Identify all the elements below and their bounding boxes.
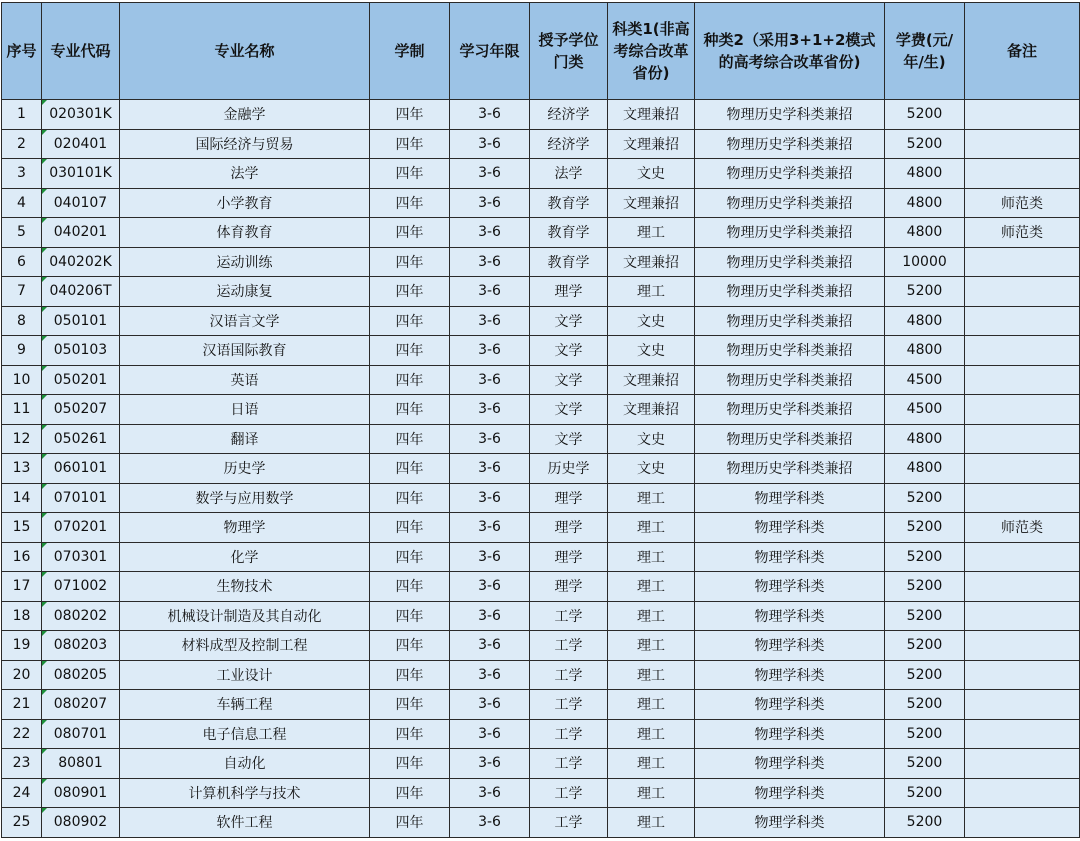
cell-years: 3-6 [450, 719, 530, 749]
cell-index: 25 [2, 808, 42, 838]
cell-category2: 物理学科类 [695, 542, 885, 572]
cell-system: 四年 [370, 336, 450, 366]
cell-index: 6 [2, 247, 42, 277]
table-row [2, 660, 1080, 690]
cell-category2: 物理学科类 [695, 690, 885, 720]
cell-remark [965, 631, 1080, 661]
cell-category2: 物理历史学科类兼招 [695, 218, 885, 248]
cell-category1: 文理兼招 [608, 100, 695, 130]
cell-category2: 物理历史学科类兼招 [695, 336, 885, 366]
cell-index: 2 [2, 129, 42, 159]
cell-index: 14 [2, 483, 42, 513]
cell-degree: 工学 [530, 719, 608, 749]
table-row [2, 129, 1080, 159]
cell-index: 12 [2, 424, 42, 454]
cell-years: 3-6 [450, 247, 530, 277]
table-row [2, 306, 1080, 336]
cell-index: 21 [2, 690, 42, 720]
cell-code: 080701 [42, 719, 120, 749]
cell-code: 050261 [42, 424, 120, 454]
cell-tuition: 5200 [885, 483, 965, 513]
cell-category1: 理工 [608, 719, 695, 749]
cell-remark: 师范类 [965, 513, 1080, 543]
cell-code: 080207 [42, 690, 120, 720]
cell-remark [965, 690, 1080, 720]
cell-degree: 教育学 [530, 247, 608, 277]
cell-degree: 文学 [530, 336, 608, 366]
majors-table [1, 2, 1080, 838]
cell-category2: 物理历史学科类兼招 [695, 365, 885, 395]
cell-name: 电子信息工程 [120, 719, 370, 749]
header-cell-system: 学制 [370, 3, 450, 100]
cell-years: 3-6 [450, 690, 530, 720]
cell-category1: 理工 [608, 660, 695, 690]
cell-index: 18 [2, 601, 42, 631]
cell-category2: 物理学科类 [695, 513, 885, 543]
cell-system: 四年 [370, 483, 450, 513]
cell-code: 040107 [42, 188, 120, 218]
cell-degree: 法学 [530, 159, 608, 189]
cell-tuition: 4500 [885, 365, 965, 395]
cell-degree: 工学 [530, 808, 608, 838]
header-cell-name: 专业名称 [120, 3, 370, 100]
cell-system: 四年 [370, 306, 450, 336]
cell-years: 3-6 [450, 483, 530, 513]
cell-category2: 物理历史学科类兼招 [695, 395, 885, 425]
table-row [2, 749, 1080, 779]
cell-category1: 文理兼招 [608, 395, 695, 425]
cell-remark [965, 542, 1080, 572]
cell-system: 四年 [370, 277, 450, 307]
cell-code: 050201 [42, 365, 120, 395]
cell-years: 3-6 [450, 306, 530, 336]
cell-years: 3-6 [450, 660, 530, 690]
cell-degree: 工学 [530, 749, 608, 779]
cell-code: 071002 [42, 572, 120, 602]
table-row [2, 188, 1080, 218]
cell-category1: 文理兼招 [608, 365, 695, 395]
cell-tuition: 4800 [885, 188, 965, 218]
cell-tuition: 5200 [885, 808, 965, 838]
cell-remark [965, 159, 1080, 189]
cell-system: 四年 [370, 129, 450, 159]
cell-remark [965, 336, 1080, 366]
cell-tuition: 5200 [885, 129, 965, 159]
cell-degree: 历史学 [530, 454, 608, 484]
cell-index: 20 [2, 660, 42, 690]
cell-years: 3-6 [450, 542, 530, 572]
cell-code: 080203 [42, 631, 120, 661]
cell-index: 22 [2, 719, 42, 749]
table-row [2, 395, 1080, 425]
cell-name: 软件工程 [120, 808, 370, 838]
cell-category2: 物理历史学科类兼招 [695, 424, 885, 454]
cell-category1: 理工 [608, 778, 695, 808]
cell-category1: 文史 [608, 336, 695, 366]
cell-name: 日语 [120, 395, 370, 425]
cell-category1: 理工 [608, 483, 695, 513]
table-row [2, 483, 1080, 513]
cell-code: 070301 [42, 542, 120, 572]
cell-code: 080202 [42, 601, 120, 631]
cell-name: 材料成型及控制工程 [120, 631, 370, 661]
cell-category2: 物理学科类 [695, 778, 885, 808]
cell-remark [965, 424, 1080, 454]
cell-category2: 物理学科类 [695, 719, 885, 749]
cell-code: 080205 [42, 660, 120, 690]
cell-category1: 理工 [608, 631, 695, 661]
cell-category1: 文史 [608, 454, 695, 484]
cell-system: 四年 [370, 572, 450, 602]
cell-tuition: 5200 [885, 778, 965, 808]
table-row [2, 513, 1080, 543]
cell-code: 030101K [42, 159, 120, 189]
table-body [2, 100, 1080, 838]
cell-category2: 物理学科类 [695, 749, 885, 779]
cell-category2: 物理历史学科类兼招 [695, 306, 885, 336]
cell-remark [965, 395, 1080, 425]
cell-degree: 文学 [530, 424, 608, 454]
table-row [2, 365, 1080, 395]
header-cell-category1: 科类1(非高考综合改革省份) [608, 3, 695, 100]
cell-tuition: 4800 [885, 159, 965, 189]
header-cell-tuition: 学费(元/年/生) [885, 3, 965, 100]
header-cell-years: 学习年限 [450, 3, 530, 100]
cell-degree: 工学 [530, 631, 608, 661]
cell-tuition: 5200 [885, 513, 965, 543]
cell-system: 四年 [370, 188, 450, 218]
cell-category1: 理工 [608, 572, 695, 602]
cell-system: 四年 [370, 778, 450, 808]
cell-category1: 文史 [608, 306, 695, 336]
cell-index: 11 [2, 395, 42, 425]
cell-tuition: 4500 [885, 395, 965, 425]
table-row [2, 100, 1080, 130]
cell-remark [965, 601, 1080, 631]
cell-tuition: 5200 [885, 277, 965, 307]
cell-code: 070101 [42, 483, 120, 513]
table-row [2, 631, 1080, 661]
cell-years: 3-6 [450, 159, 530, 189]
cell-name: 机械设计制造及其自动化 [120, 601, 370, 631]
cell-index: 10 [2, 365, 42, 395]
cell-name: 生物技术 [120, 572, 370, 602]
cell-index: 8 [2, 306, 42, 336]
cell-index: 1 [2, 100, 42, 130]
cell-name: 体育教育 [120, 218, 370, 248]
cell-tuition: 4800 [885, 218, 965, 248]
cell-system: 四年 [370, 631, 450, 661]
table-row [2, 277, 1080, 307]
cell-system: 四年 [370, 454, 450, 484]
cell-remark [965, 277, 1080, 307]
cell-category1: 理工 [608, 808, 695, 838]
cell-code: 050101 [42, 306, 120, 336]
cell-code: 020301K [42, 100, 120, 130]
cell-remark [965, 100, 1080, 130]
cell-index: 15 [2, 513, 42, 543]
cell-name: 数学与应用数学 [120, 483, 370, 513]
table-row [2, 808, 1080, 838]
cell-degree: 理学 [530, 513, 608, 543]
cell-category1: 理工 [608, 542, 695, 572]
cell-category2: 物理历史学科类兼招 [695, 454, 885, 484]
cell-years: 3-6 [450, 100, 530, 130]
header-cell-index: 序号 [2, 3, 42, 100]
cell-system: 四年 [370, 424, 450, 454]
table-row [2, 719, 1080, 749]
table-row [2, 601, 1080, 631]
cell-name: 化学 [120, 542, 370, 572]
cell-system: 四年 [370, 159, 450, 189]
table-row [2, 542, 1080, 572]
cell-code: 040201 [42, 218, 120, 248]
cell-category1: 文理兼招 [608, 129, 695, 159]
cell-degree: 文学 [530, 365, 608, 395]
cell-remark [965, 749, 1080, 779]
cell-name: 工业设计 [120, 660, 370, 690]
cell-name: 运动康复 [120, 277, 370, 307]
header-cell-category2: 种类2（采用3+1+2模式的高考综合改革省份) [695, 3, 885, 100]
cell-degree: 经济学 [530, 100, 608, 130]
cell-name: 小学教育 [120, 188, 370, 218]
cell-category1: 文理兼招 [608, 188, 695, 218]
cell-tuition: 5200 [885, 100, 965, 130]
cell-remark [965, 247, 1080, 277]
cell-tuition: 5200 [885, 749, 965, 779]
cell-index: 24 [2, 778, 42, 808]
cell-degree: 教育学 [530, 188, 608, 218]
cell-tuition: 5200 [885, 572, 965, 602]
cell-name: 汉语言文学 [120, 306, 370, 336]
cell-name: 金融学 [120, 100, 370, 130]
table-row [2, 690, 1080, 720]
cell-system: 四年 [370, 808, 450, 838]
cell-system: 四年 [370, 601, 450, 631]
cell-category2: 物理学科类 [695, 601, 885, 631]
cell-category2: 物理学科类 [695, 660, 885, 690]
table-row [2, 218, 1080, 248]
cell-code: 080902 [42, 808, 120, 838]
table-row [2, 424, 1080, 454]
cell-tuition: 4800 [885, 336, 965, 366]
cell-index: 23 [2, 749, 42, 779]
cell-system: 四年 [370, 247, 450, 277]
cell-remark [965, 778, 1080, 808]
cell-tuition: 5200 [885, 601, 965, 631]
cell-index: 16 [2, 542, 42, 572]
cell-code: 050103 [42, 336, 120, 366]
cell-remark [965, 129, 1080, 159]
cell-years: 3-6 [450, 749, 530, 779]
cell-years: 3-6 [450, 631, 530, 661]
header-cell-remark: 备注 [965, 3, 1080, 100]
cell-degree: 工学 [530, 690, 608, 720]
cell-remark [965, 660, 1080, 690]
cell-remark [965, 454, 1080, 484]
cell-index: 3 [2, 159, 42, 189]
cell-index: 19 [2, 631, 42, 661]
cell-category1: 理工 [608, 218, 695, 248]
header-cell-code: 专业代码 [42, 3, 120, 100]
cell-name: 物理学 [120, 513, 370, 543]
cell-index: 7 [2, 277, 42, 307]
cell-name: 汉语国际教育 [120, 336, 370, 366]
cell-years: 3-6 [450, 808, 530, 838]
cell-code: 060101 [42, 454, 120, 484]
cell-years: 3-6 [450, 572, 530, 602]
cell-system: 四年 [370, 690, 450, 720]
cell-remark [965, 306, 1080, 336]
cell-system: 四年 [370, 542, 450, 572]
cell-degree: 理学 [530, 483, 608, 513]
cell-years: 3-6 [450, 365, 530, 395]
cell-years: 3-6 [450, 513, 530, 543]
cell-name: 国际经济与贸易 [120, 129, 370, 159]
cell-code: 080901 [42, 778, 120, 808]
table-row [2, 454, 1080, 484]
table-row [2, 159, 1080, 189]
cell-system: 四年 [370, 513, 450, 543]
cell-index: 4 [2, 188, 42, 218]
cell-years: 3-6 [450, 188, 530, 218]
table-row [2, 336, 1080, 366]
cell-category1: 理工 [608, 513, 695, 543]
cell-system: 四年 [370, 395, 450, 425]
cell-system: 四年 [370, 719, 450, 749]
cell-years: 3-6 [450, 277, 530, 307]
cell-remark: 师范类 [965, 218, 1080, 248]
cell-name: 运动训练 [120, 247, 370, 277]
cell-system: 四年 [370, 660, 450, 690]
cell-name: 英语 [120, 365, 370, 395]
cell-degree: 经济学 [530, 129, 608, 159]
cell-system: 四年 [370, 749, 450, 779]
cell-years: 3-6 [450, 601, 530, 631]
cell-degree: 理学 [530, 277, 608, 307]
cell-category1: 理工 [608, 601, 695, 631]
cell-remark [965, 483, 1080, 513]
cell-name: 自动化 [120, 749, 370, 779]
cell-degree: 工学 [530, 601, 608, 631]
cell-code: 020401 [42, 129, 120, 159]
cell-category1: 文理兼招 [608, 247, 695, 277]
cell-code: 80801 [42, 749, 120, 779]
cell-degree: 理学 [530, 572, 608, 602]
cell-category1: 理工 [608, 749, 695, 779]
cell-index: 9 [2, 336, 42, 366]
cell-degree: 工学 [530, 778, 608, 808]
cell-name: 翻译 [120, 424, 370, 454]
cell-tuition: 5200 [885, 719, 965, 749]
cell-category1: 文史 [608, 424, 695, 454]
cell-years: 3-6 [450, 778, 530, 808]
cell-category2: 物理学科类 [695, 483, 885, 513]
cell-years: 3-6 [450, 395, 530, 425]
cell-name: 车辆工程 [120, 690, 370, 720]
cell-tuition: 4800 [885, 424, 965, 454]
cell-category2: 物理历史学科类兼招 [695, 277, 885, 307]
header-cell-degree: 授予学位门类 [530, 3, 608, 100]
cell-degree: 文学 [530, 395, 608, 425]
cell-index: 5 [2, 218, 42, 248]
cell-code: 040202K [42, 247, 120, 277]
cell-category1: 理工 [608, 277, 695, 307]
cell-category2: 物理学科类 [695, 808, 885, 838]
cell-degree: 教育学 [530, 218, 608, 248]
cell-remark [965, 572, 1080, 602]
cell-name: 计算机科学与技术 [120, 778, 370, 808]
cell-tuition: 4800 [885, 306, 965, 336]
cell-remark [965, 719, 1080, 749]
cell-category2: 物理历史学科类兼招 [695, 159, 885, 189]
cell-years: 3-6 [450, 424, 530, 454]
cell-code: 050207 [42, 395, 120, 425]
cell-remark [965, 365, 1080, 395]
table-row [2, 247, 1080, 277]
cell-tuition: 5200 [885, 542, 965, 572]
cell-category2: 物理历史学科类兼招 [695, 100, 885, 130]
cell-name: 法学 [120, 159, 370, 189]
cell-years: 3-6 [450, 454, 530, 484]
cell-years: 3-6 [450, 129, 530, 159]
cell-code: 040206T [42, 277, 120, 307]
cell-system: 四年 [370, 365, 450, 395]
cell-tuition: 4800 [885, 454, 965, 484]
cell-years: 3-6 [450, 218, 530, 248]
cell-tuition: 5200 [885, 660, 965, 690]
cell-system: 四年 [370, 100, 450, 130]
cell-tuition: 10000 [885, 247, 965, 277]
table-row [2, 572, 1080, 602]
cell-system: 四年 [370, 218, 450, 248]
table-row [2, 778, 1080, 808]
cell-degree: 文学 [530, 306, 608, 336]
cell-years: 3-6 [450, 336, 530, 366]
cell-code: 070201 [42, 513, 120, 543]
cell-index: 17 [2, 572, 42, 602]
cell-degree: 工学 [530, 660, 608, 690]
cell-index: 13 [2, 454, 42, 484]
cell-category2: 物理历史学科类兼招 [695, 188, 885, 218]
cell-category1: 理工 [608, 690, 695, 720]
cell-degree: 理学 [530, 542, 608, 572]
header-row [2, 3, 1080, 100]
cell-category2: 物理历史学科类兼招 [695, 247, 885, 277]
cell-remark [965, 808, 1080, 838]
cell-name: 历史学 [120, 454, 370, 484]
cell-category2: 物理学科类 [695, 572, 885, 602]
cell-category1: 文史 [608, 159, 695, 189]
cell-tuition: 5200 [885, 631, 965, 661]
cell-category2: 物理历史学科类兼招 [695, 129, 885, 159]
cell-category2: 物理学科类 [695, 631, 885, 661]
cell-tuition: 5200 [885, 690, 965, 720]
cell-remark: 师范类 [965, 188, 1080, 218]
